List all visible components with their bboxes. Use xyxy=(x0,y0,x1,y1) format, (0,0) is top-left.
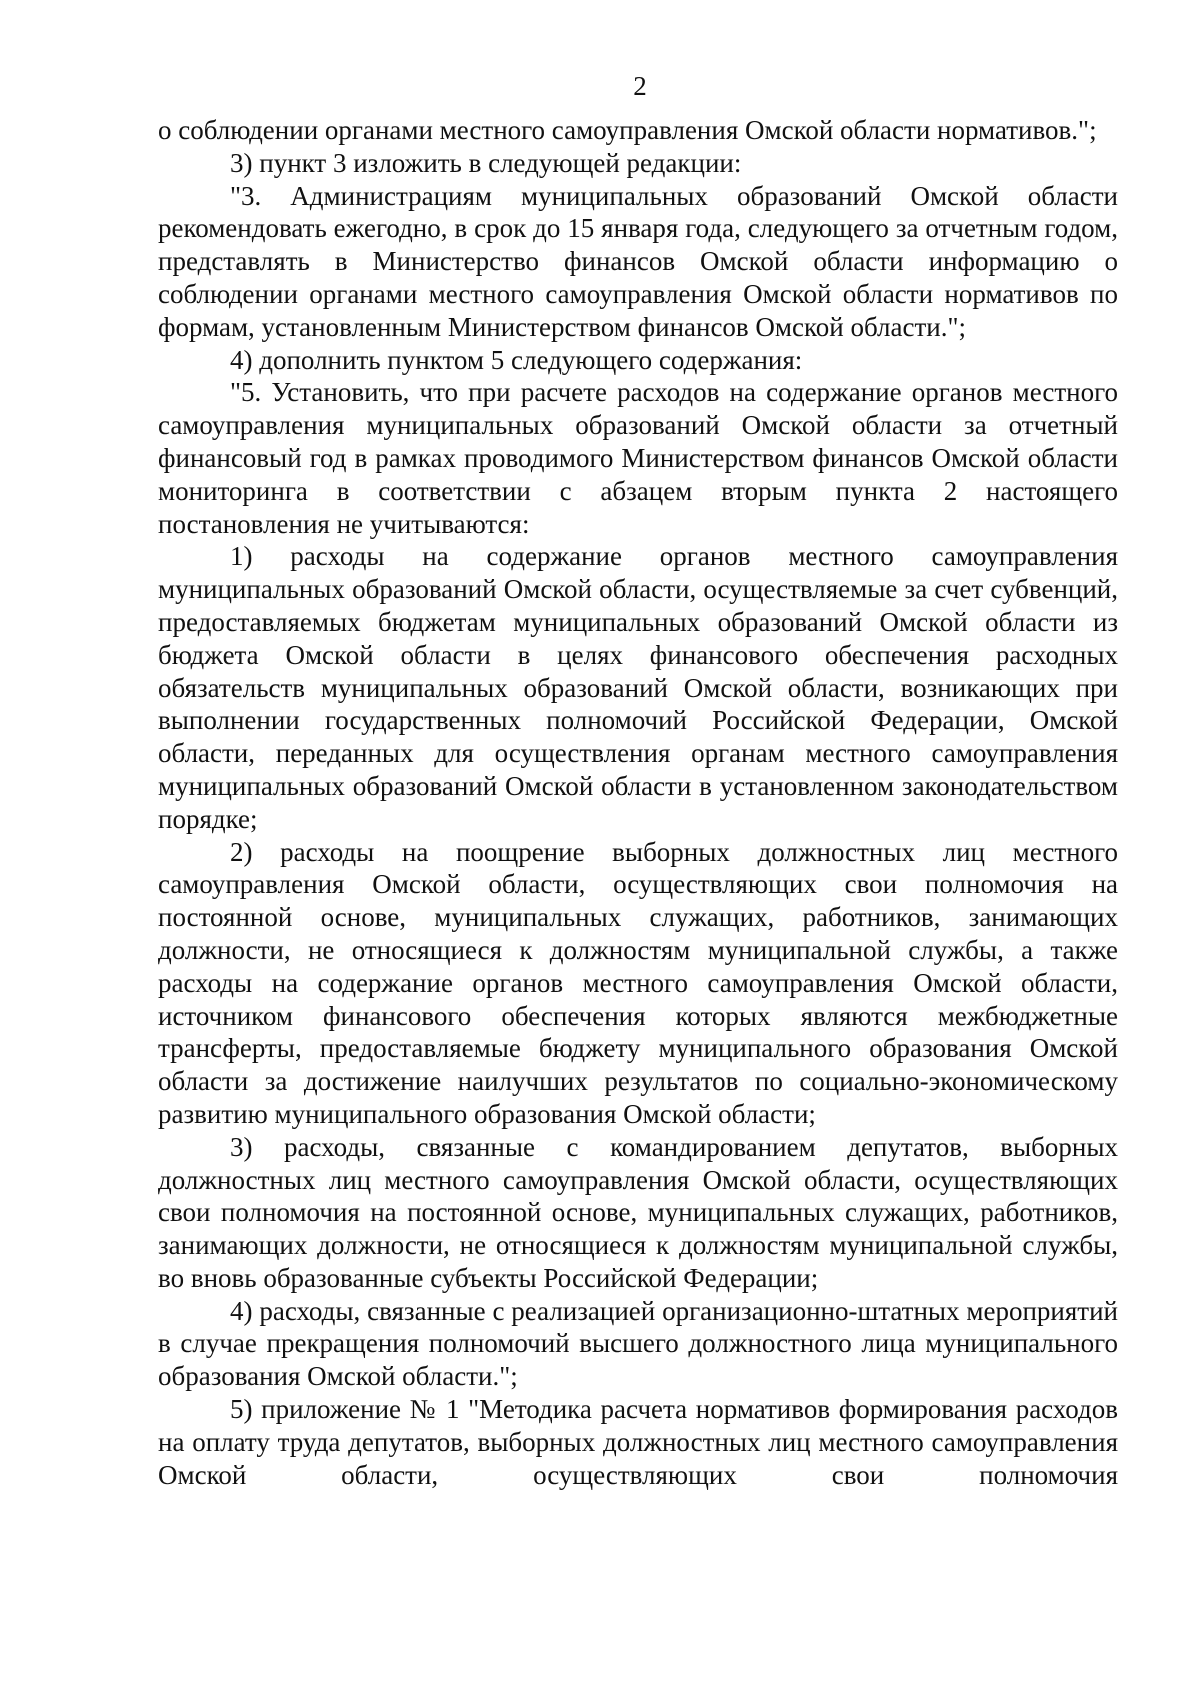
paragraph: 1) расходы на содержание органов местного самоуправления муниципальных образований Омской области, осуществляемые за счет субвенций, предоставляемых бюджетам муниципальных образований Омской области из бюджета Омской области в целях финансового обеспечения расходных обязательств муниципальных образований Омской области, возникающих при выполнении государственных полномочий Российской Федерации, Омской области, переданных для осуществления органам местного самоуправления муниципальных образований Омской области в установленном законодательством порядке; xyxy=(158,541,1118,834)
document-body xyxy=(158,114,1118,1491)
paragraph: о соблюдении органами местного самоуправления Омской области нормативов."; xyxy=(158,115,1097,145)
paragraph: "5. Установить, что при расчете расходов на содержание органов местного самоуправления муниципальных образований Омской области за отчетный финансовый год в рамках проводимого Министерством финансов Омской области мониторинга в соответствии с абзацем вторым пункта 2 настоящего постановления не учитываются: xyxy=(158,377,1118,539)
paragraph: 3) расходы, связанные с командированием депутатов, выборных должностных лиц местного самоуправления Омской области, осуществляющих свои полномочия на постоянной основе, муниципальных служащих, работников, занимающих должности, не относящиеся к должностям муниципальной службы, во вновь образованные субъекты Российской Федерации; xyxy=(158,1131,1118,1293)
paragraph: 3) пункт 3 изложить в следующей редакции: xyxy=(230,147,742,178)
paragraph: "3. Администрациям муниципальных образований Омской области рекомендовать ежегодно, в срок до 15 января года, следующего за отчетным годом, представлять в Министерство финансов Омской области информацию о соблюдении органами местного самоуправления Омской области нормативов по формам, установленным Министерством финансов Омской области."; xyxy=(158,180,1118,342)
paragraph: 5) приложение № 1 "Методика расчета нормативов формирования расходов на оплату труда депутатов, выборных должностных лиц местного самоуправления Омской области, осуществляющих свои полномочия xyxy=(158,1394,1118,1490)
page-number: 2 xyxy=(633,71,647,101)
paragraph: 4) дополнить пунктом 5 следующего содержания: xyxy=(230,344,803,375)
paragraph: 2) расходы на поощрение выборных должностных лиц местного самоуправления Омской области, осуществляющих свои полномочия на постоянной основе, муниципальных служащих, работников, занимающих должности, не относящиеся к должностям муниципальной службы, а также расходы на содержание органов местного самоуправления Омской области, источником финансового обеспечения которых являются межбюджетные трансферты, предоставляемые бюджету муниципального образования Омской области за достижение наилучших результатов по социально-экономическому развитию муниципального образования Омской области; xyxy=(158,836,1118,1129)
paragraph: 4) расходы, связанные с реализацией организационно-штатных мероприятий в случае прекращения полномочий высшего должностного лица муниципального образования Омской области."; xyxy=(158,1295,1118,1392)
